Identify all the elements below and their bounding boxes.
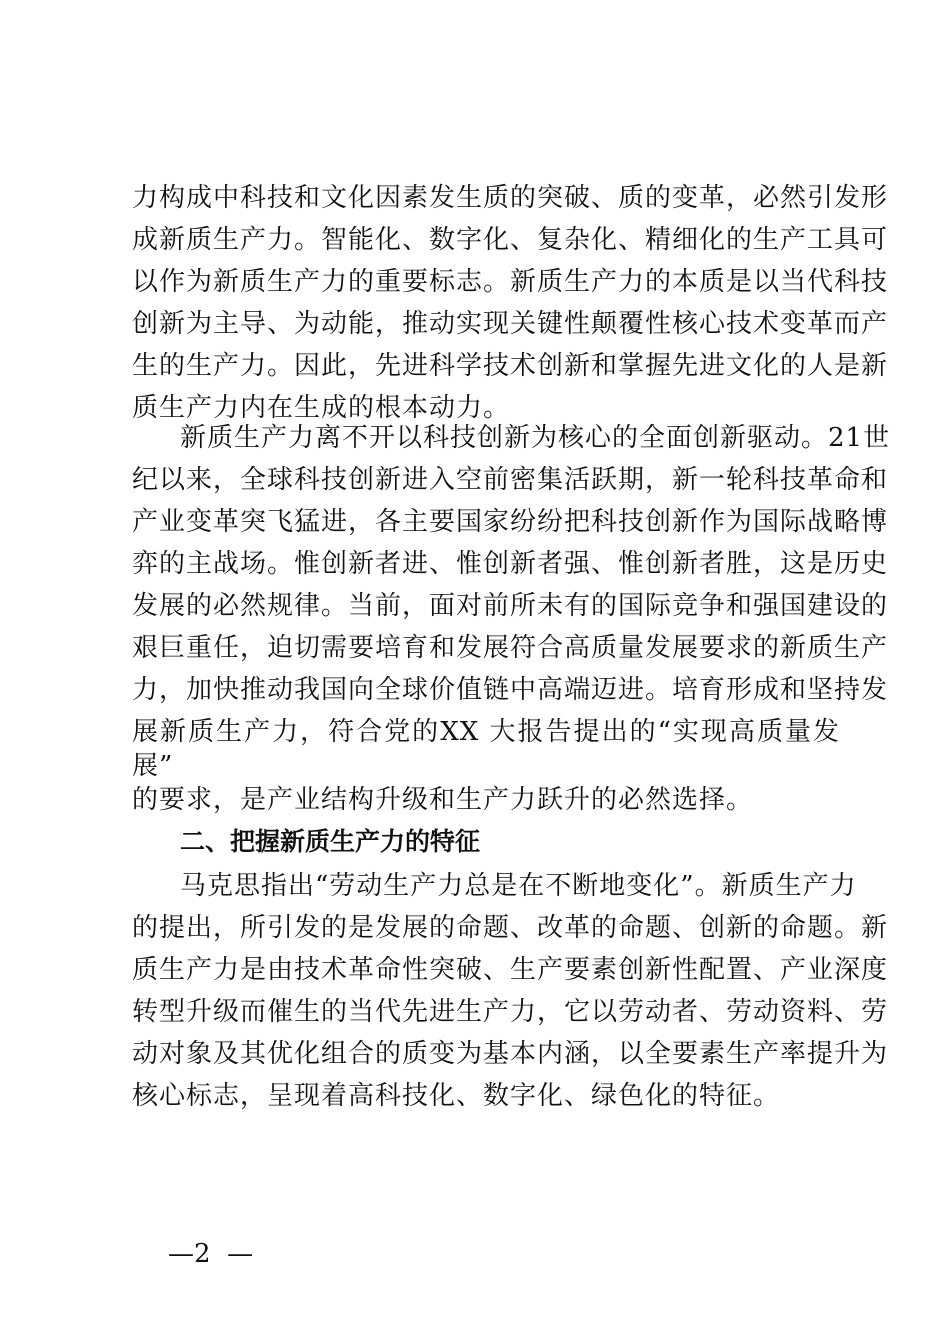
paragraph-line: 的提出，所引发的是发展的命题、改革的命题、创新的命题。新	[132, 913, 889, 943]
paragraph-line: 动对象及其优化组合的质变为基本内涵，以全要素生产率提升为	[132, 1039, 889, 1069]
paragraph-line: 创新为主导、为动能，推动实现关键性颠覆性核心技术变革而产	[132, 309, 889, 339]
paragraph-line: 弈的主战场。惟创新者进、惟创新者强、惟创新者胜，这是历史	[132, 549, 889, 579]
paragraph-line: 质生产力内在生成的根本动力。	[132, 393, 511, 423]
paragraph-line: 产业变革突飞猛进，各主要国家纷纷把科技创新作为国际战略博	[132, 507, 889, 537]
paragraph-line: 核心标志，呈现着高科技化、数字化、绿色化的特征。	[132, 1081, 781, 1111]
section-heading: 二、把握新质生产力的特征	[180, 827, 481, 856]
paragraph-line: 发展的必然规律。当前，面对前所未有的国际竞争和强国建设的	[132, 591, 889, 621]
paragraph-line: 成新质生产力。智能化、数字化、复杂化、精细化的生产工具可	[132, 225, 889, 255]
paragraph-line: 展”	[132, 751, 174, 781]
paragraph-line: 展新质生产力，符合党的XX 大报告提出的“实现高质量发	[132, 717, 840, 747]
paragraph-line: 力，加快推动我国向全球价值链中高端迈进。培育形成和坚持发	[132, 675, 889, 705]
paragraph-line: 生的生产力。因此，先进科学技术创新和掌握先进文化的人是新	[132, 351, 889, 381]
paragraph-line: 以作为新质生产力的重要标志。新质生产力的本质是以当代科技	[132, 267, 889, 297]
paragraph-line: 转型升级而催生的当代先进生产力，它以劳动者、劳动资料、劳	[132, 997, 889, 1027]
paragraph-line: 的要求，是产业结构升级和生产力跃升的必然选择。	[132, 785, 754, 815]
paragraph-line: 马克思指出“劳动生产力总是在不断地变化”。新质生产力	[180, 871, 857, 901]
paragraph-line: 新质生产力离不开以科技创新为核心的全面创新驱动。21世	[180, 423, 891, 453]
paragraph-line: 纪以来，全球科技创新进入空前密集活跃期，新一轮科技革命和	[132, 465, 889, 495]
page-number: —2 —	[168, 1239, 254, 1269]
paragraph-line: 艰巨重任，迫切需要培育和发展符合高质量发展要求的新质生产	[132, 633, 889, 663]
paragraph-line: 质生产力是由技术革命性突破、生产要素创新性配置、产业深度	[132, 955, 889, 985]
paragraph-line: 力构成中科技和文化因素发生质的突破、质的变革，必然引发形	[132, 183, 889, 213]
